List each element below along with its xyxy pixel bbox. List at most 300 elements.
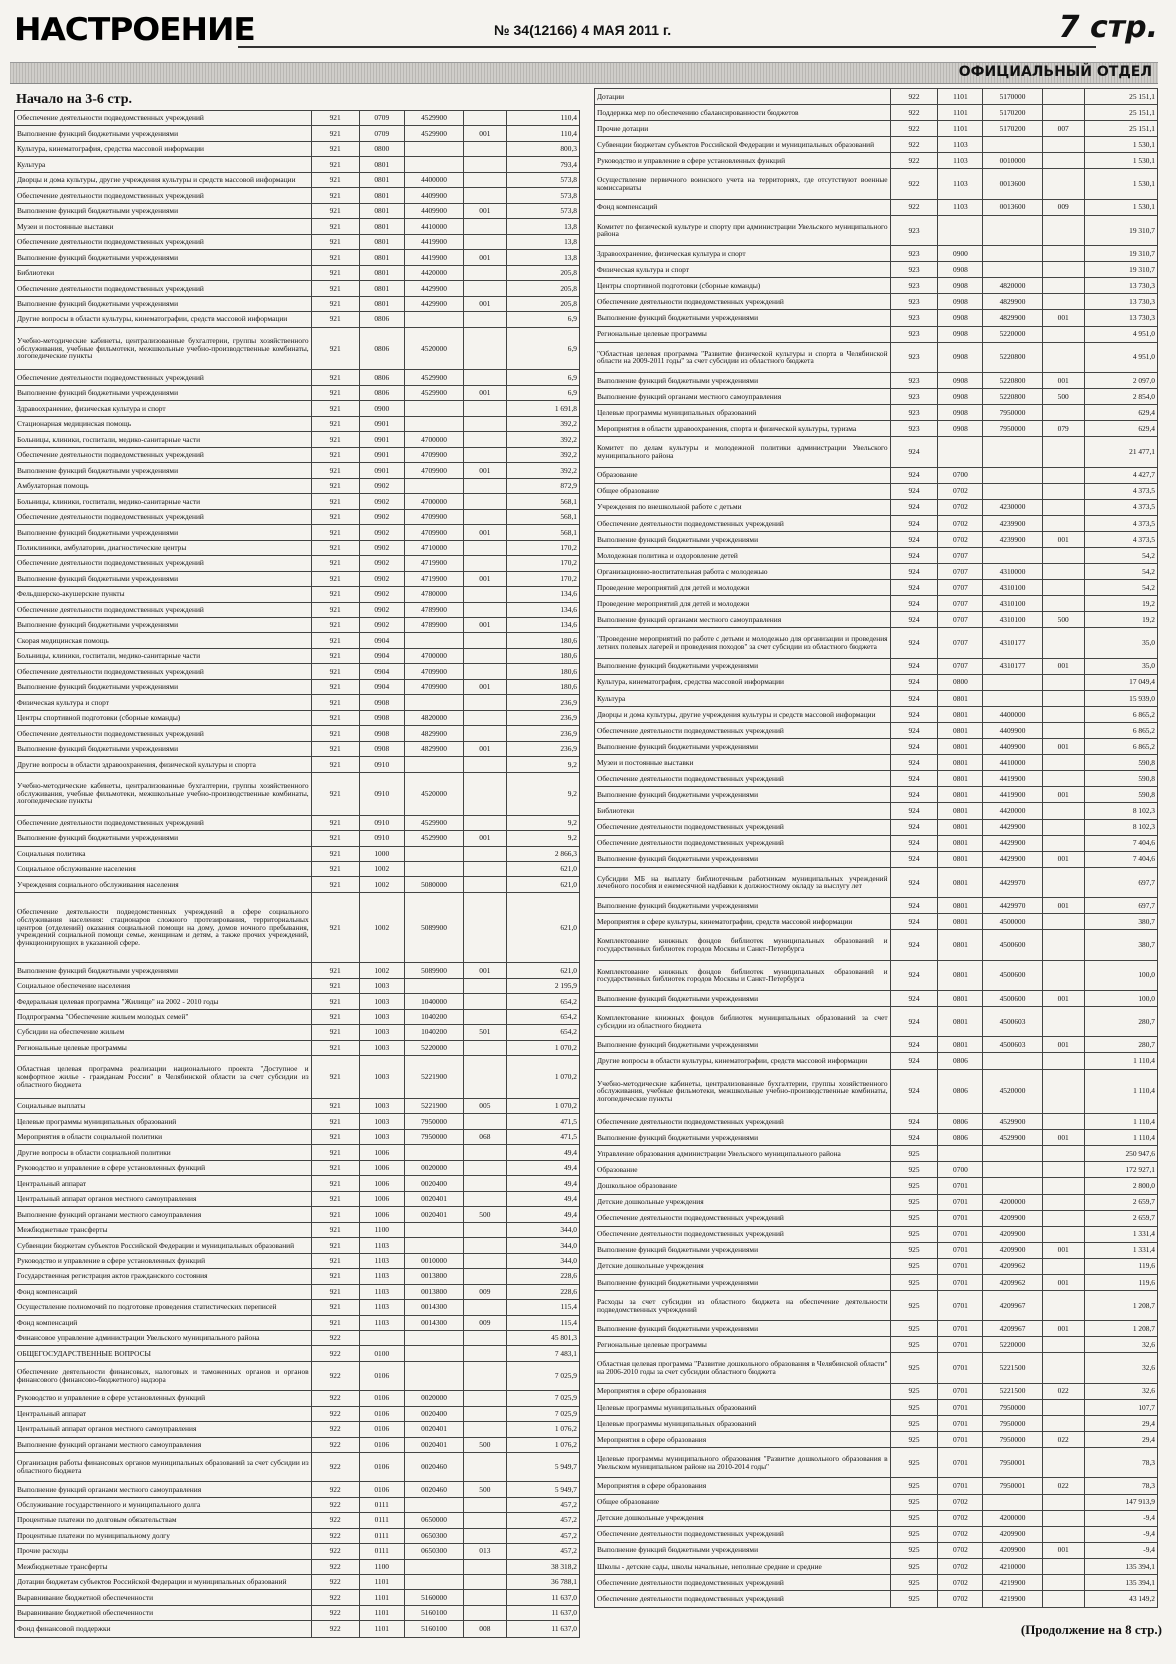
expense-type-cell [1042,580,1084,596]
section-code-cell: 0910 [359,815,404,830]
target-code-cell: 0014300 [404,1315,463,1330]
section-code-cell: 0902 [359,509,404,524]
table-row [595,628,1158,658]
expense-type-cell [464,1176,506,1191]
item-name-cell: Выполнение функций органами местного самоуправления [15,1482,312,1497]
target-code-cell: 4419900 [404,250,463,265]
item-name-cell: Процентные платежи по муниципальному долгу [15,1528,312,1543]
expense-type-cell [464,1528,506,1543]
table-row [595,755,1158,771]
admin-code-cell: 924 [890,990,938,1006]
section-code-cell: 0702 [938,531,983,547]
expense-type-cell [1042,1353,1084,1383]
table-row [595,1337,1158,1353]
section-code-cell: 0901 [359,432,404,447]
expense-type-cell [1042,169,1084,199]
target-code-cell: 4709900 [404,447,463,462]
item-name-cell: Субвенции бюджетам субъектов Российской Федерации и муниципальных образований [595,137,891,153]
item-name-cell: Межбюджетные трансферты [15,1222,312,1237]
target-code-cell: 4410000 [404,219,463,234]
item-name-cell: Обеспечение деятельности подведомственных учреждений [595,835,891,851]
section-code-cell: 0702 [938,1494,983,1510]
admin-code-cell: 921 [311,1160,359,1175]
admin-code-cell: 924 [890,531,938,547]
table-row [595,739,1158,755]
table-row [595,1494,1158,1510]
item-name-cell: Выполнение функций бюджетными учреждениями [595,990,891,1006]
amount-cell: 457,2 [506,1528,579,1543]
expense-type-cell: 001 [464,296,506,311]
item-name-cell: Выполнение функций бюджетными учреждениями [595,1130,891,1146]
table-row [595,930,1158,960]
table-row [15,710,580,725]
table-row [15,1098,580,1113]
admin-code-cell: 921 [311,664,359,679]
table-row [595,580,1158,596]
table-row [15,1528,580,1543]
target-code-cell: 4209900 [983,1526,1042,1542]
target-code-cell: 4829900 [983,294,1042,310]
section-code-cell: 1101 [359,1575,404,1590]
admin-code-cell: 921 [311,1098,359,1113]
expense-type-cell [1042,867,1084,897]
admin-code-cell: 923 [890,294,938,310]
section-code-cell: 0806 [938,1114,983,1130]
item-name-cell: Культура, кинематография, средства массовой информации [595,674,891,690]
expense-type-cell [464,664,506,679]
amount-cell: 17 049,4 [1084,674,1157,690]
section-code-cell: 1006 [359,1207,404,1222]
expense-type-cell [1042,1558,1084,1574]
section-code-cell: 0701 [938,1478,983,1494]
section-code-cell: 0801 [359,219,404,234]
table-row [595,690,1158,706]
item-name-cell: Образование [595,467,891,483]
amount-cell: 4 427,7 [1084,467,1157,483]
admin-code-cell: 921 [311,188,359,203]
amount-cell: 49,4 [506,1191,579,1206]
section-code-cell: 0806 [938,1069,983,1114]
section-banner [10,62,1158,84]
item-name-cell: Физическая культура и спорт [595,262,891,278]
expense-type-cell: 013 [464,1544,506,1559]
table-row [15,1176,580,1191]
left-budget-table [14,110,580,1638]
section-code-cell: 0707 [938,596,983,612]
admin-code-cell: 921 [311,861,359,876]
admin-code-cell: 922 [311,1559,359,1574]
item-name-cell: Целевые программы муниципальных образований [15,1114,312,1129]
target-code-cell: 4500603 [983,1037,1042,1053]
admin-code-cell: 921 [311,757,359,772]
section-code-cell: 1003 [359,1098,404,1113]
expense-type-cell [464,416,506,431]
table-row [15,1300,580,1315]
table-row [595,121,1158,137]
expense-type-cell [1042,1574,1084,1590]
expense-type-cell: 001 [464,617,506,632]
table-row [595,1542,1158,1558]
expense-type-cell [464,1191,506,1206]
target-code-cell: 0650000 [404,1513,463,1528]
table-row [595,1242,1158,1258]
amount-cell: 2 097,0 [1084,372,1157,388]
table-row [15,126,580,141]
target-code-cell: 4529900 [404,111,463,126]
item-name-cell: Выполнение функций бюджетными учреждениями [15,617,312,632]
amount-cell: 590,8 [1084,787,1157,803]
section-code-cell: 0902 [359,602,404,617]
table-row [15,648,580,663]
admin-code-cell: 921 [311,463,359,478]
right-budget-table [594,88,1158,1608]
section-code-cell: 1002 [359,877,404,892]
item-name-cell: Процентные платежи по долговым обязательствам [15,1513,312,1528]
amount-cell: 32,6 [1084,1383,1157,1399]
amount-cell: 621,0 [506,861,579,876]
admin-code-cell: 925 [890,1274,938,1290]
section-code-cell: 0702 [938,1558,983,1574]
target-code-cell: 0020000 [404,1160,463,1175]
item-name-cell: Детские дошкольные учреждения [595,1510,891,1526]
item-name-cell: Фонд компенсаций [15,1284,312,1299]
table-row [15,633,580,648]
table-row [595,612,1158,628]
expense-type-cell [464,648,506,663]
admin-code-cell: 925 [890,1242,938,1258]
item-name-cell: Социальные выплаты [15,1098,312,1113]
item-name-cell: Учебно-методические кабинеты, централизованные бухгалтерии, группы хозяйственного обслуживания, учебные фильмотеки, межшкольные учебно-производственные комбинаты, логопедические пункты [15,327,312,370]
admin-code-cell: 925 [890,1542,938,1558]
expense-type-cell [1042,628,1084,658]
amount-cell: 7 025,9 [506,1391,579,1406]
table-row [595,1510,1158,1526]
target-code-cell [404,1497,463,1512]
expense-type-cell [1042,548,1084,564]
table-row [595,421,1158,437]
target-code-cell: 4209962 [983,1258,1042,1274]
item-name-cell: Обеспечение деятельности подведомственных учреждений [15,602,312,617]
section-code-cell: 0801 [938,898,983,914]
expense-type-cell [1042,1510,1084,1526]
table-row [15,1009,580,1024]
admin-code-cell: 922 [311,1406,359,1421]
item-name-cell: Центральный аппарат органов местного самоуправления [15,1422,312,1437]
section-code-cell: 0702 [938,1526,983,1542]
item-name-cell: Прочие дотации [595,121,891,137]
target-code-cell: 0020400 [404,1406,463,1421]
admin-code-cell: 921 [311,1238,359,1253]
target-code-cell: 4529900 [983,1114,1042,1130]
admin-code-cell: 921 [311,831,359,846]
table-row [15,1056,580,1099]
expense-type-cell [1042,1194,1084,1210]
section-code-cell: 0904 [359,664,404,679]
item-name-cell: Фонд компенсаций [595,199,891,215]
expense-type-cell [464,757,506,772]
amount-cell: 45 801,3 [506,1331,579,1346]
expense-type-cell [1042,483,1084,499]
table-row [15,1482,580,1497]
admin-code-cell: 922 [311,1605,359,1620]
item-name-cell: Федеральная целевая программа "Жилище" на 2002 - 2010 годы [15,994,312,1009]
section-code-cell: 0910 [359,831,404,846]
table-row [595,1194,1158,1210]
section-code-cell: 0701 [938,1194,983,1210]
admin-code-cell: 923 [890,310,938,326]
admin-code-cell: 923 [890,405,938,421]
table-row [15,963,580,978]
target-code-cell: 7950000 [983,405,1042,421]
target-code-cell [404,1361,463,1390]
table-row [595,1258,1158,1274]
section-code-cell: 0801 [938,739,983,755]
target-code-cell: 4209900 [983,1226,1042,1242]
admin-code-cell: 921 [311,1300,359,1315]
table-row [595,515,1158,531]
section-code-cell: 0902 [359,540,404,555]
expense-type-cell: 001 [1042,898,1084,914]
admin-code-cell: 921 [311,385,359,400]
amount-cell: 392,2 [506,447,579,462]
target-code-cell: 4209962 [983,1274,1042,1290]
expense-type-cell: 500 [464,1207,506,1222]
table-row [595,674,1158,690]
admin-code-cell: 921 [311,157,359,172]
admin-code-cell: 924 [890,1037,938,1053]
admin-code-cell: 924 [890,690,938,706]
expense-type-cell [1042,690,1084,706]
target-code-cell: 4500600 [983,990,1042,1006]
expense-type-cell: 001 [1042,1274,1084,1290]
admin-code-cell: 924 [890,787,938,803]
table-row [15,401,580,416]
amount-cell: 697,7 [1084,867,1157,897]
section-code-cell: 0902 [359,494,404,509]
table-row [15,1331,580,1346]
section-code-cell: 0100 [359,1346,404,1361]
expense-type-cell: 001 [464,679,506,694]
amount-cell: 49,4 [506,1145,579,1160]
admin-code-cell: 921 [311,416,359,431]
item-name-cell: Региональные целевые программы [595,1337,891,1353]
admin-code-cell: 922 [311,1544,359,1559]
section-code-cell: 1006 [359,1176,404,1191]
admin-code-cell: 922 [311,1437,359,1452]
expense-type-cell: 500 [1042,389,1084,405]
section-code-cell: 0908 [359,695,404,710]
table-row [15,695,580,710]
target-code-cell: 4219900 [983,1591,1042,1608]
item-name-cell: Государственная регистрация актов гражданского состояния [15,1269,312,1284]
amount-cell: 49,4 [506,1160,579,1175]
admin-code-cell: 924 [890,867,938,897]
section-code-cell: 0901 [359,416,404,431]
target-code-cell: 4310177 [983,658,1042,674]
admin-code-cell: 921 [311,648,359,663]
section-code-cell: 0701 [938,1274,983,1290]
target-code-cell: 4239900 [983,531,1042,547]
amount-cell: 1 076,2 [506,1422,579,1437]
expense-type-cell [1042,405,1084,421]
table-row [595,1130,1158,1146]
target-code-cell: 4310100 [983,612,1042,628]
table-row [595,246,1158,262]
table-row [15,1207,580,1222]
expense-type-cell [1042,105,1084,121]
amount-cell: 621,0 [506,892,579,962]
section-code-cell: 0106 [359,1406,404,1421]
section-code-cell: 0908 [938,294,983,310]
expense-type-cell [464,370,506,385]
amount-cell: 49,4 [506,1207,579,1222]
section-code-cell: 0111 [359,1513,404,1528]
section-code-cell: 0702 [938,1574,983,1590]
table-row [595,294,1158,310]
target-code-cell [404,633,463,648]
amount-cell: 344,0 [506,1253,579,1268]
amount-cell: 236,9 [506,741,579,756]
item-name-cell: Обеспечение деятельности подведомственных учреждений [15,234,312,249]
section-code-cell: 0908 [938,278,983,294]
amount-cell: 457,2 [506,1497,579,1512]
expense-type-cell: 001 [464,525,506,540]
item-name-cell: Физическая культура и спорт [15,695,312,710]
amount-cell: 228,6 [506,1284,579,1299]
section-code-cell: 0106 [359,1437,404,1452]
table-row [595,1353,1158,1383]
target-code-cell: 5220000 [404,1040,463,1055]
section-code-cell: 1003 [359,1009,404,1024]
expense-type-cell: 001 [1042,1542,1084,1558]
item-name-cell: Выполнение функций бюджетными учреждениями [15,296,312,311]
amount-cell: 280,7 [1084,1007,1157,1037]
admin-code-cell: 921 [311,447,359,462]
section-code-cell: 0701 [938,1226,983,1242]
section-code-cell: 0702 [938,1591,983,1608]
target-code-cell [983,548,1042,564]
admin-code-cell: 923 [890,389,938,405]
amount-cell: 573,8 [506,188,579,203]
table-row [15,877,580,892]
amount-cell: 13,8 [506,219,579,234]
admin-code-cell: 924 [890,1130,938,1146]
table-row [595,437,1158,467]
amount-cell: 6,9 [506,370,579,385]
expense-type-cell [1042,1226,1084,1242]
target-code-cell [404,757,463,772]
expense-type-cell: 500 [1042,612,1084,628]
item-name-cell: Поликлиники, амбулатории, диагностические центры [15,540,312,555]
table-row [15,1422,580,1437]
expense-type-cell [1042,723,1084,739]
amount-cell: 170,2 [506,571,579,586]
amount-cell: 4 373,5 [1084,531,1157,547]
table-row [15,741,580,756]
item-name-cell: Выполнение функций бюджетными учреждениями [15,203,312,218]
table-row [15,494,580,509]
admin-code-cell: 922 [311,1391,359,1406]
table-row [15,1315,580,1330]
admin-code-cell: 925 [890,1146,938,1162]
target-code-cell: 4829900 [404,726,463,741]
item-name-cell: Центры спортивной подготовки (сборные команды) [15,710,312,725]
item-name-cell: Стационарная медицинская помощь [15,416,312,431]
expense-type-cell: 001 [464,250,506,265]
section-code-cell: 0908 [938,326,983,342]
target-code-cell: 4419900 [983,771,1042,787]
admin-code-cell: 921 [311,250,359,265]
amount-cell: 119,6 [1084,1258,1157,1274]
amount-cell: 380,7 [1084,930,1157,960]
admin-code-cell: 922 [311,1361,359,1390]
target-code-cell: 4520000 [404,772,463,815]
target-code-cell: 7950000 [983,421,1042,437]
expense-type-cell: 500 [464,1482,506,1497]
amount-cell: 100,0 [1084,990,1157,1006]
expense-type-cell: 001 [1042,658,1084,674]
target-code-cell: 5089900 [404,963,463,978]
admin-code-cell: 922 [311,1422,359,1437]
amount-cell: 697,7 [1084,898,1157,914]
expense-type-cell [1042,467,1084,483]
expense-type-cell [464,494,506,509]
expense-type-cell [464,327,506,370]
item-name-cell: Скорая медицинская помощь [15,633,312,648]
admin-code-cell: 924 [890,755,938,771]
section-code-cell: 0801 [938,723,983,739]
expense-type-cell: 001 [1042,1130,1084,1146]
table-row [595,1069,1158,1114]
item-name-cell: Комитет по делам культуры и молодежной политики администрации Увельского муниципального района [595,437,891,467]
amount-cell: 35,0 [1084,658,1157,674]
expense-type-cell [464,219,506,234]
section-code-cell: 1003 [359,1040,404,1055]
item-name-cell: Центральный аппарат [15,1406,312,1421]
table-row [595,310,1158,326]
item-name-cell: Дотации бюджетам субъектов Российской Федерации и муниципальных образований [15,1575,312,1590]
amount-cell: 170,2 [506,540,579,555]
table-row [15,432,580,447]
table-row [595,105,1158,121]
item-name-cell: Выполнение функций бюджетными учреждениями [15,525,312,540]
amount-cell: 654,2 [506,1009,579,1024]
amount-cell: 19 310,7 [1084,215,1157,245]
section-code-cell: 1003 [359,994,404,1009]
amount-cell: 1 530,1 [1084,199,1157,215]
section-code-cell: 1100 [359,1559,404,1574]
expense-type-cell [464,892,506,962]
target-code-cell: 4429900 [983,835,1042,851]
item-name-cell: Дотации [595,89,891,105]
table-row [15,1269,580,1284]
item-name-cell: Расходы за счет субсидии из областного бюджета на обеспечение деятельности подведомственных учреждений [595,1290,891,1320]
section-code-cell: 0111 [359,1497,404,1512]
amount-cell: 471,5 [506,1129,579,1144]
target-code-cell: 0020401 [404,1437,463,1452]
target-code-cell: 4200000 [983,1194,1042,1210]
target-code-cell: 5160000 [404,1590,463,1605]
section-code-cell: 1103 [359,1284,404,1299]
target-code-cell: 0013600 [983,169,1042,199]
section-code-cell: 0801 [359,265,404,280]
item-name-cell: Целевые программы муниципальных образований [595,1399,891,1415]
section-code-cell: 0801 [359,250,404,265]
admin-code-cell: 921 [311,327,359,370]
section-code-cell: 0801 [938,867,983,897]
item-name-cell: Проведение мероприятий для детей и молодежи [595,596,891,612]
amount-cell: 13,8 [506,234,579,249]
